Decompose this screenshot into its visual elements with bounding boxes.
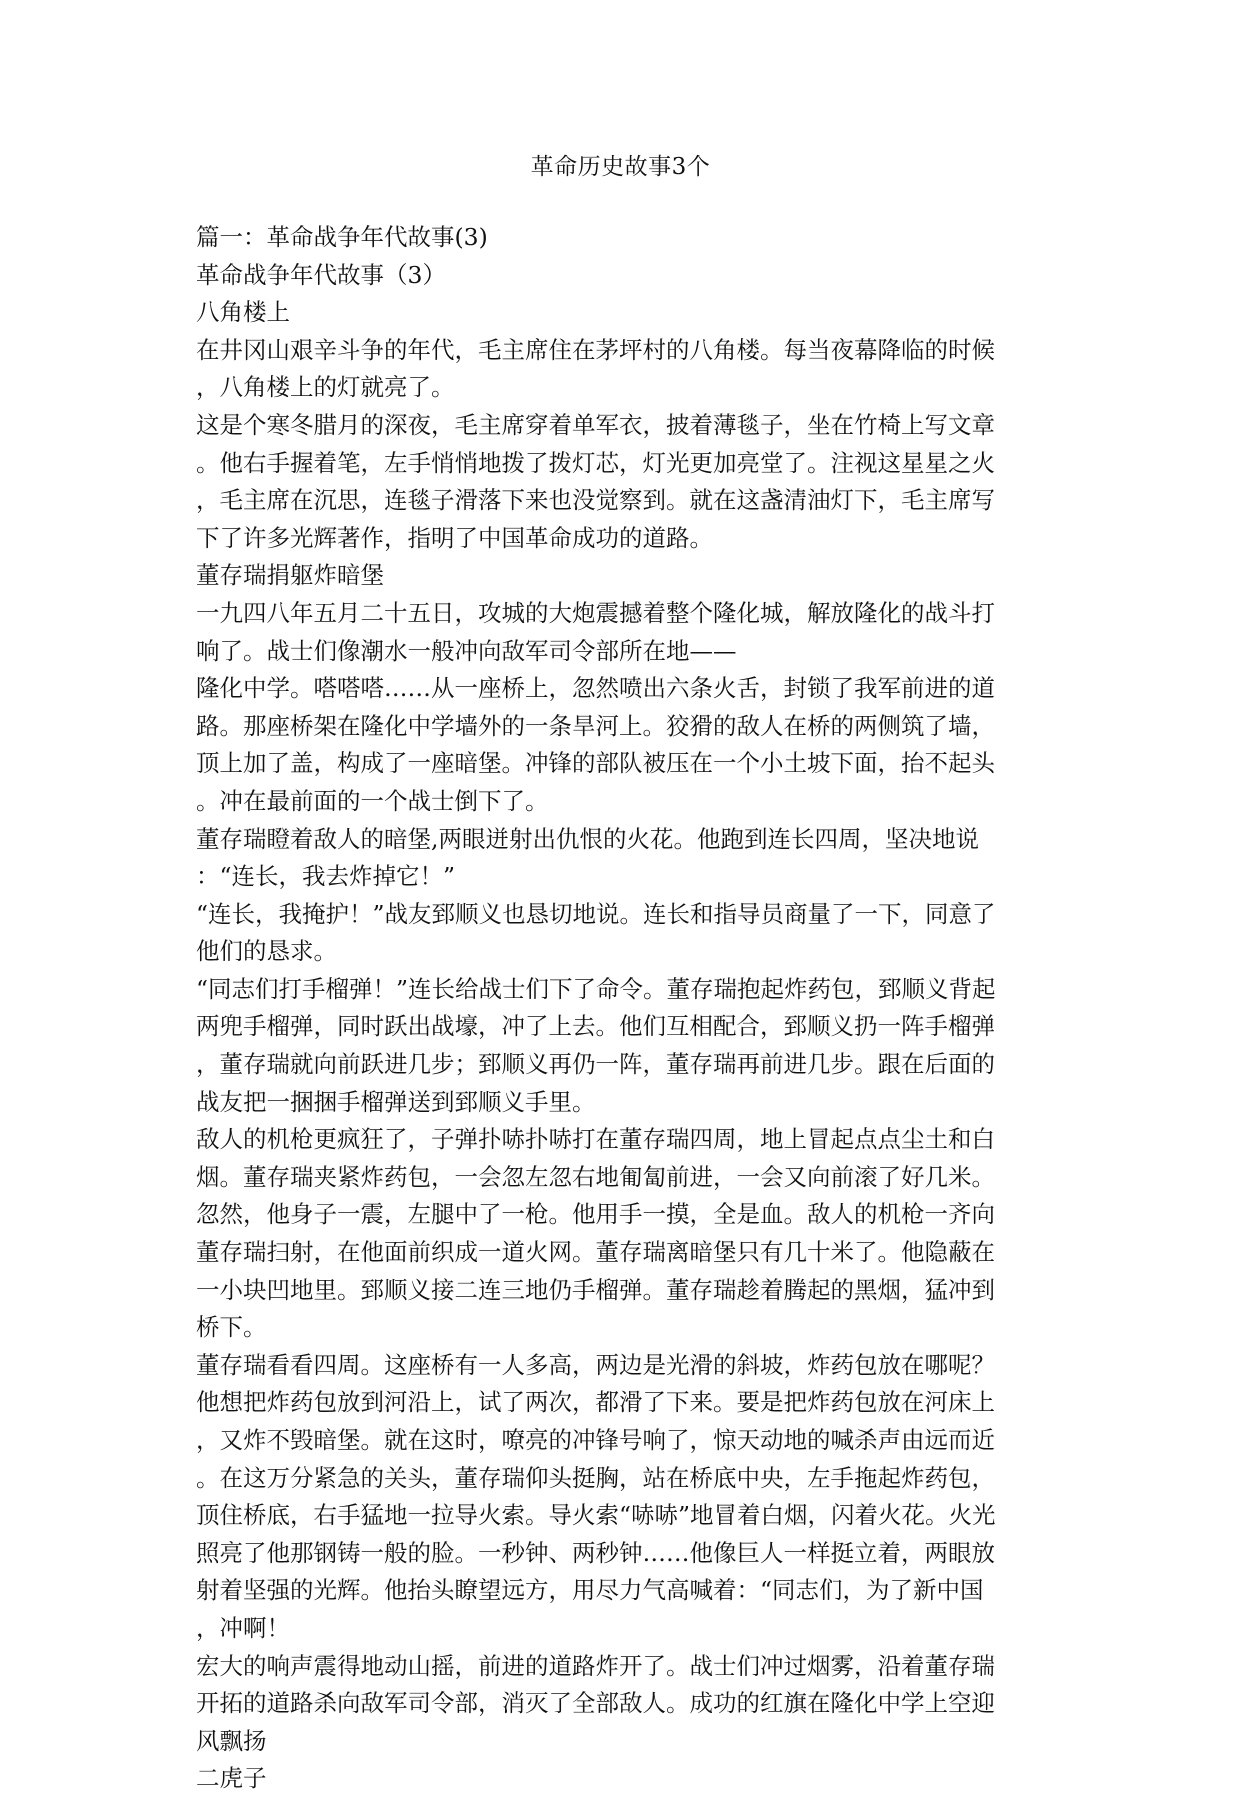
- text-line: 董存瑞瞪着敌人的暗堡,两眼迸射出仇恨的火花。他跑到连长四周，坚决地说: [196, 824, 979, 853]
- text-line: “同志们打手榴弹！”连长给战士们下了命令。董存瑞抱起炸药包，郅顺义背起: [196, 974, 996, 1003]
- document-title: 革命历史故事3个: [530, 154, 711, 180]
- text-line: 一小块凹地里。郅顺义接二连三地仍手榴弹。董存瑞趁着腾起的黑烟，猛冲到: [196, 1275, 995, 1304]
- text-line: 。他右手握着笔，左手悄悄地拨了拨灯芯，灯光更加亮堂了。注视这星星之火: [196, 448, 995, 477]
- text-line: ：“连长，我去炸掉它！”: [196, 862, 456, 891]
- document-body: [196, 219, 1046, 1798]
- text-line: 响了。战士们像潮水一般冲向敌军司令部所在地——: [196, 636, 737, 665]
- text-line: 一九四八年五月二十五日，攻城的大炮震撼着整个隆化城，解放隆化的战斗打: [196, 598, 995, 627]
- text-line: 射着坚强的光辉。他抬头瞭望远方，用尽力气高喊着：“同志们，为了新中国: [196, 1576, 984, 1605]
- text-line: 隆化中学。嗒嗒嗒……从一座桥上，忽然喷出六条火舌，封锁了我军前进的道: [196, 674, 995, 703]
- story-title: 二虎子: [196, 1764, 267, 1793]
- text-line: 董存瑞看看四周。这座桥有一人多高，两边是光滑的斜坡，炸药包放在哪呢？: [196, 1350, 995, 1379]
- story-title: 董存瑞捐躯炸暗堡: [196, 561, 384, 590]
- text-line: 开拓的道路杀向敌军司令部，消灭了全部敌人。成功的红旗在隆化中学上空迎: [196, 1689, 995, 1718]
- text-line: 两兜手榴弹，同时跃出战壕，冲了上去。他们互相配合，郅顺义扔一阵手榴弹: [196, 1012, 995, 1041]
- text-line: 。在这万分紧急的关头，董存瑞仰头挺胸，站在桥底中央，左手拖起炸药包，: [196, 1463, 995, 1492]
- text-line: 敌人的机枪更疯狂了，子弹扑哧扑哧打在董存瑞四周，地上冒起点点尘土和白: [196, 1125, 995, 1154]
- text-line: 忽然，他身子一震，左腿中了一枪。他用手一摸，全是血。敌人的机枪一齐向: [196, 1200, 995, 1229]
- subheading: 革命战争年代故事（3）: [196, 260, 446, 289]
- text-line: 照亮了他那钢铸一般的脸。一秒钟、两秒钟……他像巨人一样挺立着，两眼放: [196, 1538, 995, 1567]
- text-line: 顶上加了盖，构成了一座暗堡。冲锋的部队被压在一个小土坡下面，抬不起头: [196, 749, 995, 778]
- text-line: “连长，我掩护！”战友郅顺义也恳切地说。连长和指导员商量了一下，同意了: [196, 899, 996, 928]
- text-line: 。冲在最前面的一个战士倒下了。: [196, 786, 549, 815]
- text-line: ，又炸不毁暗堡。就在这时，嘹亮的冲锋号响了，惊天动地的喊杀声由远而近: [196, 1426, 995, 1454]
- text-line: 战友把一捆捆手榴弹送到郅顺义手里。: [196, 1087, 596, 1116]
- text-line: 路。那座桥架在隆化中学墙外的一条旱河上。狡猾的敌人在桥的两侧筑了墙，: [196, 711, 995, 740]
- text-line: 在井冈山艰辛斗争的年代，毛主席住在茅坪村的八角楼。每当夜幕降临的时候: [196, 335, 995, 364]
- text-line: ，八角楼上的灯就亮了。: [196, 373, 455, 402]
- text-line: 下了许多光辉著作，指明了中国革命成功的道路。: [196, 523, 713, 552]
- text-line: 他想把炸药包放到河沿上，试了两次，都滑了下来。要是把炸药包放在河床上: [196, 1388, 995, 1417]
- text-line: 董存瑞扫射，在他面前织成一道火网。董存瑞离暗堡只有几十米了。他隐蔽在: [196, 1238, 995, 1267]
- text-line: 烟。董存瑞夹紧炸药包，一会忽左忽右地匍匐前进，一会又向前滚了好几米。: [196, 1162, 995, 1191]
- text-line: ，毛主席在沉思，连毯子滑落下来也没觉察到。就在这盏清油灯下，毛主席写: [196, 486, 995, 515]
- text-line: 顶住桥底，右手猛地一拉导火索。导火索“哧哧”地冒着白烟，闪着火花。火光: [196, 1501, 996, 1530]
- text-line: 桥下。: [196, 1313, 267, 1342]
- text-line: 这是个寒冬腊月的深夜，毛主席穿着单军衣，披着薄毯子，坐在竹椅上写文章: [196, 410, 995, 439]
- text-line: ，董存瑞就向前跃进几步；郅顺义再仍一阵，董存瑞再前进几步。跟在后面的: [196, 1050, 995, 1079]
- text-line: 风飘扬: [196, 1726, 267, 1755]
- text-line: 宏大的响声震得地动山摇，前进的道路炸开了。战士们冲过烟雾，沿着董存瑞: [196, 1651, 995, 1680]
- text-line: 他们的恳求。: [196, 937, 337, 966]
- section-heading: 篇一：革命战争年代故事(3): [196, 223, 488, 251]
- story-title: 八角楼上: [196, 298, 290, 327]
- text-line: ，冲啊！: [196, 1613, 290, 1642]
